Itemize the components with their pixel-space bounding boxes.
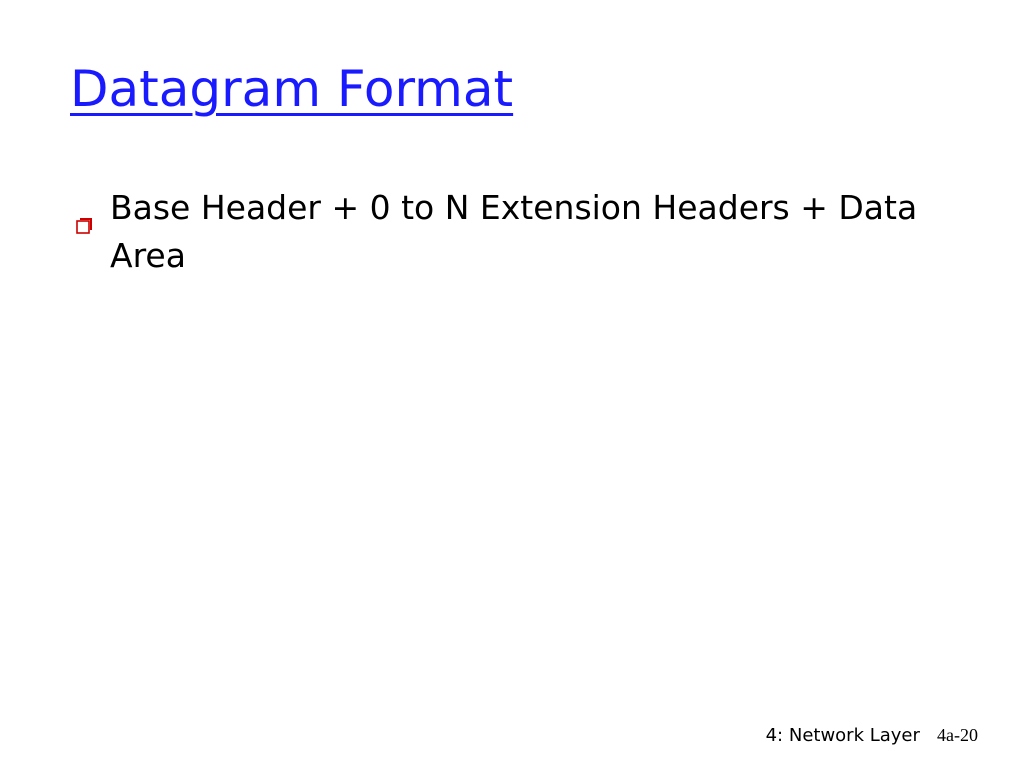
bullet-text: Base Header + 0 to N Extension Headers + Data Area xyxy=(110,188,918,275)
slide-footer xyxy=(766,725,978,746)
bullet-list xyxy=(70,184,950,280)
bullet-item xyxy=(70,184,950,280)
slide-title: Datagram Format xyxy=(70,60,514,118)
hollow-square-bullet-icon xyxy=(75,200,93,218)
footer-chapter: 4: Network Layer xyxy=(765,725,920,746)
footer-page-number: 4a-20 xyxy=(937,725,978,745)
